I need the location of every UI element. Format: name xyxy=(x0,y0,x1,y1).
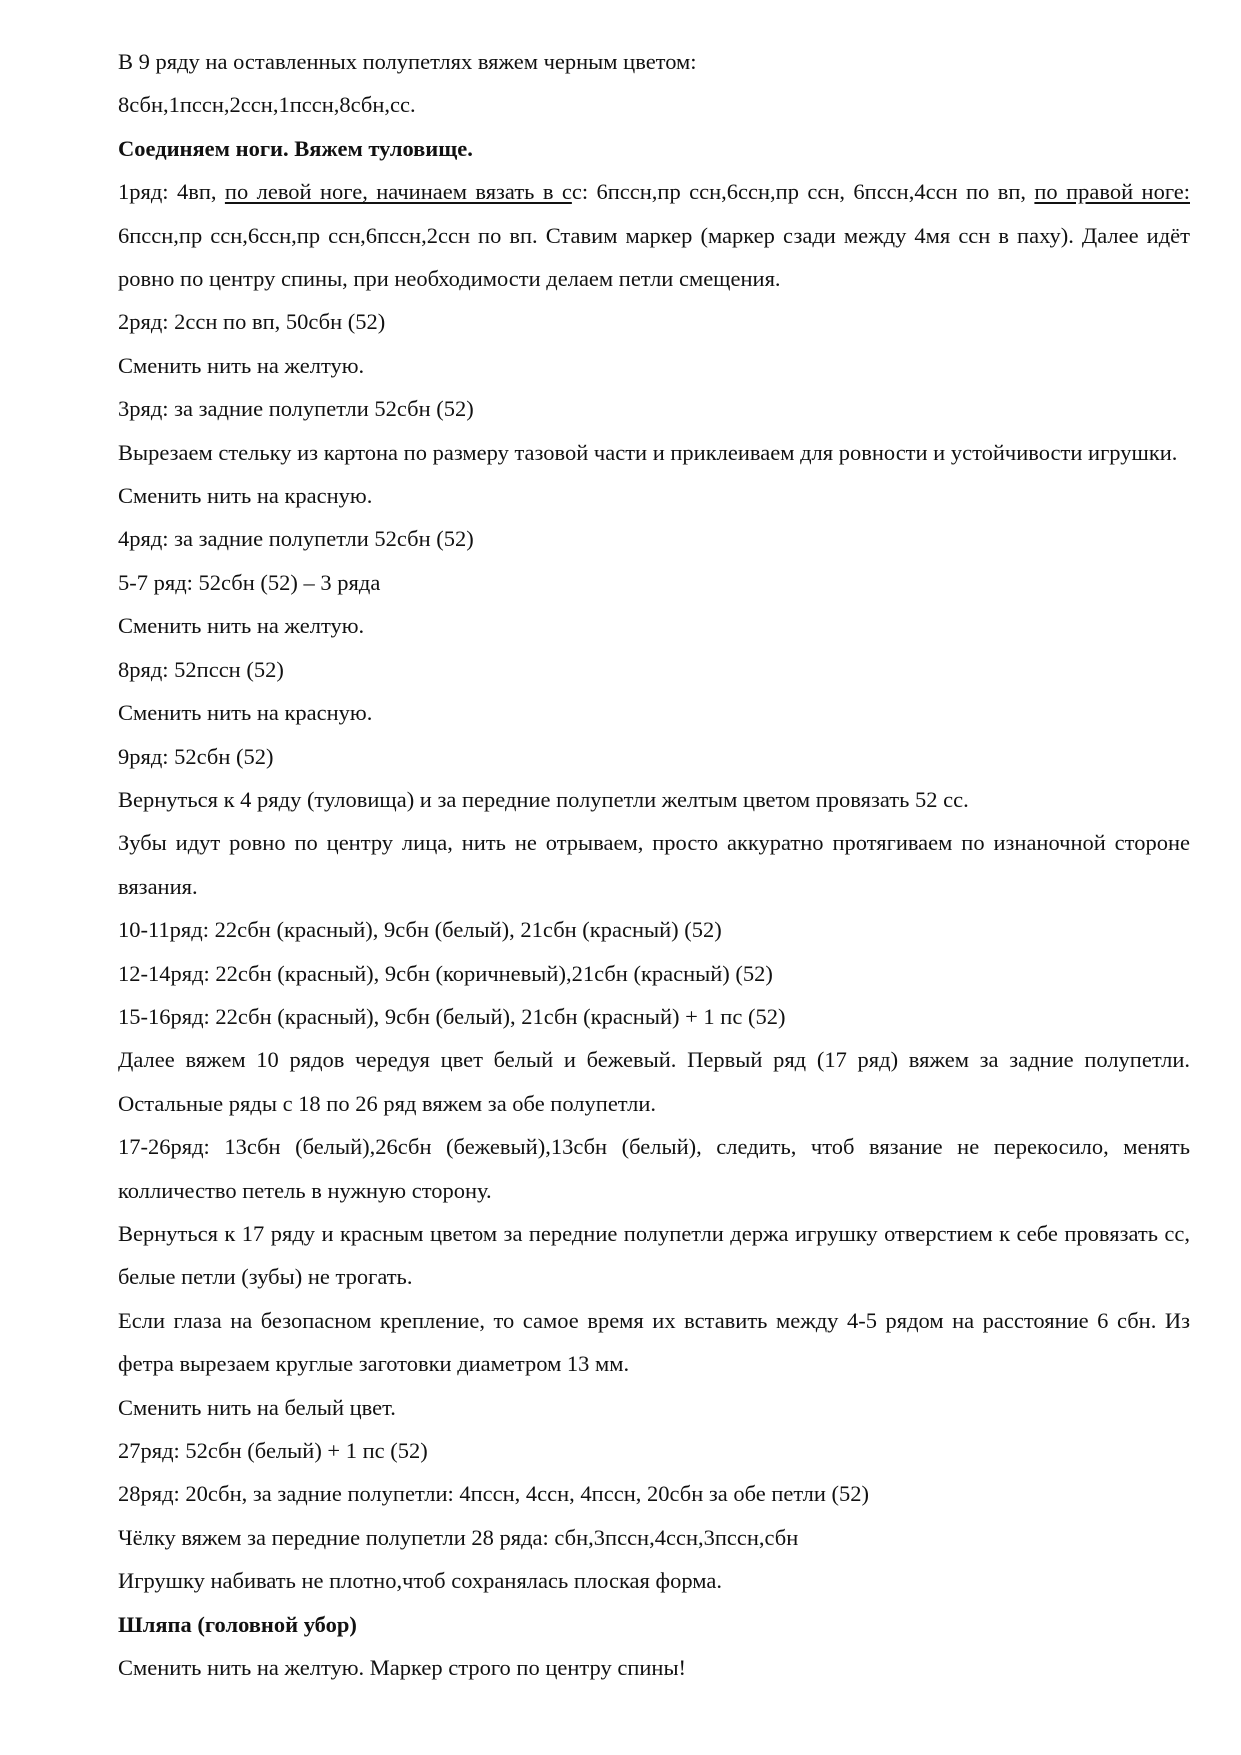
paragraph-row-1 xyxy=(118,170,1190,300)
paragraph: 9ряд: 52сбн (52) xyxy=(118,743,274,769)
paragraph: Вырезаем стельку из картона по размеру тазовой части и приклеиваем для ровности и устойчивости игрушки. xyxy=(118,439,1178,465)
paragraph: Сменить нить на желтую. xyxy=(118,613,365,639)
paragraph: Сменить нить на желтую. Маркер строго по центру спины! xyxy=(118,1655,687,1681)
paragraph: Чёлку вяжем за передние полупетли 28 ряда: сбн,3пссн,4ссн,3пссн,сбн xyxy=(118,1524,799,1550)
paragraph: Сменить нить на красную. xyxy=(118,700,373,726)
paragraph: 3ряд: за задние полупетли 52сбн (52) xyxy=(118,396,474,422)
paragraph: 17-26ряд: 13сбн (белый),26сбн (бежевый),13сбн (белый), следить, чтоб вязание не перекосило, менять колличество петель в нужную сторону. xyxy=(118,1134,1190,1203)
paragraph: 8ряд: 52пссн (52) xyxy=(118,656,284,682)
text-run: с: 6пссн,пр ссн,6ссн,пр ссн, 6пссн,4ссн по вп, xyxy=(571,179,1035,205)
document-page xyxy=(118,40,1190,1689)
text-run: 6пссн,пр ссн,6ссн,пр ссн,6пссн,2ссн по вп. Ставим маркер (маркер сзади между 4мя ссн в паху). Далее идёт ровно по центру спины, при необходимости делаем петли смещения. xyxy=(118,222,1190,292)
paragraph: В 9 ряду на оставленных полупетлях вяжем черным цветом: xyxy=(118,49,697,74)
underlined-text-right-leg: по правой ноге: xyxy=(1034,179,1190,205)
paragraph: Зубы идут ровно по центру лица, нить не отрываем, просто аккуратно протягиваем по изнаночной стороне вязания. xyxy=(118,830,1190,899)
paragraph: Далее вяжем 10 рядов чередуя цвет белый и бежевый. Первый ряд (17 ряд) вяжем за задние полупетли. Остальные ряды с 18 по 26 ряд вяжем за обе полупетли. xyxy=(118,1047,1190,1116)
paragraph: Вернуться к 4 ряду (туловища) и за передние полупетли желтым цветом провязать 52 сс. xyxy=(118,786,969,812)
paragraph: 2ряд: 2ссн по вп, 50сбн (52) xyxy=(118,309,386,335)
text-run: 1ряд: 4вп, xyxy=(118,179,225,205)
paragraph: 5-7 ряд: 52сбн (52) – 3 ряда xyxy=(118,569,381,595)
paragraph: Если глаза на безопасном крепление, то самое время их вставить между 4-5 рядом на расстояние 6 сбн. Из фетра вырезаем круглые заготовки диаметром 13 мм. xyxy=(118,1307,1190,1377)
paragraph: 10-11ряд: 22сбн (красный), 9сбн (белый), 21сбн (красный) (52) xyxy=(118,917,722,943)
paragraph: 27ряд: 52сбн (белый) + 1 пс (52) xyxy=(118,1438,428,1463)
paragraph: Сменить нить на красную. xyxy=(118,483,373,509)
paragraph: Вернуться к 17 ряду и красным цветом за передние полупетли держа игрушку отверстием к себе провязать сс, белые петли (зубы) не трогать. xyxy=(118,1220,1190,1290)
underlined-text-left-leg: по левой ноге, начинаем вязать в с xyxy=(224,179,572,205)
paragraph: Сменить нить на желтую. xyxy=(118,352,365,378)
paragraph: Сменить нить на белый цвет. xyxy=(118,1394,396,1420)
paragraph: 28ряд: 20сбн, за задние полупетли: 4пссн, 4ссн, 4пссн, 20сбн за обе петли (52) xyxy=(118,1481,870,1507)
paragraph: 8сбн,1пссн,2ссн,1пссн,8сбн,сс. xyxy=(118,92,416,118)
paragraph: 12-14ряд: 22сбн (красный), 9сбн (коричневый),21сбн (красный) (52) xyxy=(118,960,773,986)
paragraph: 4ряд: за задние полупетли 52сбн (52) xyxy=(118,526,474,552)
paragraph: Игрушку набивать не плотно,чтоб сохранялась плоская форма. xyxy=(118,1568,722,1594)
paragraph: 15-16ряд: 22сбн (красный), 9сбн (белый), 21сбн (красный) + 1 пс (52) xyxy=(118,1003,786,1029)
section-heading-body: Соединяем ноги. Вяжем туловище. xyxy=(118,135,473,161)
section-heading-hat: Шляпа (головной убор) xyxy=(118,1611,357,1637)
